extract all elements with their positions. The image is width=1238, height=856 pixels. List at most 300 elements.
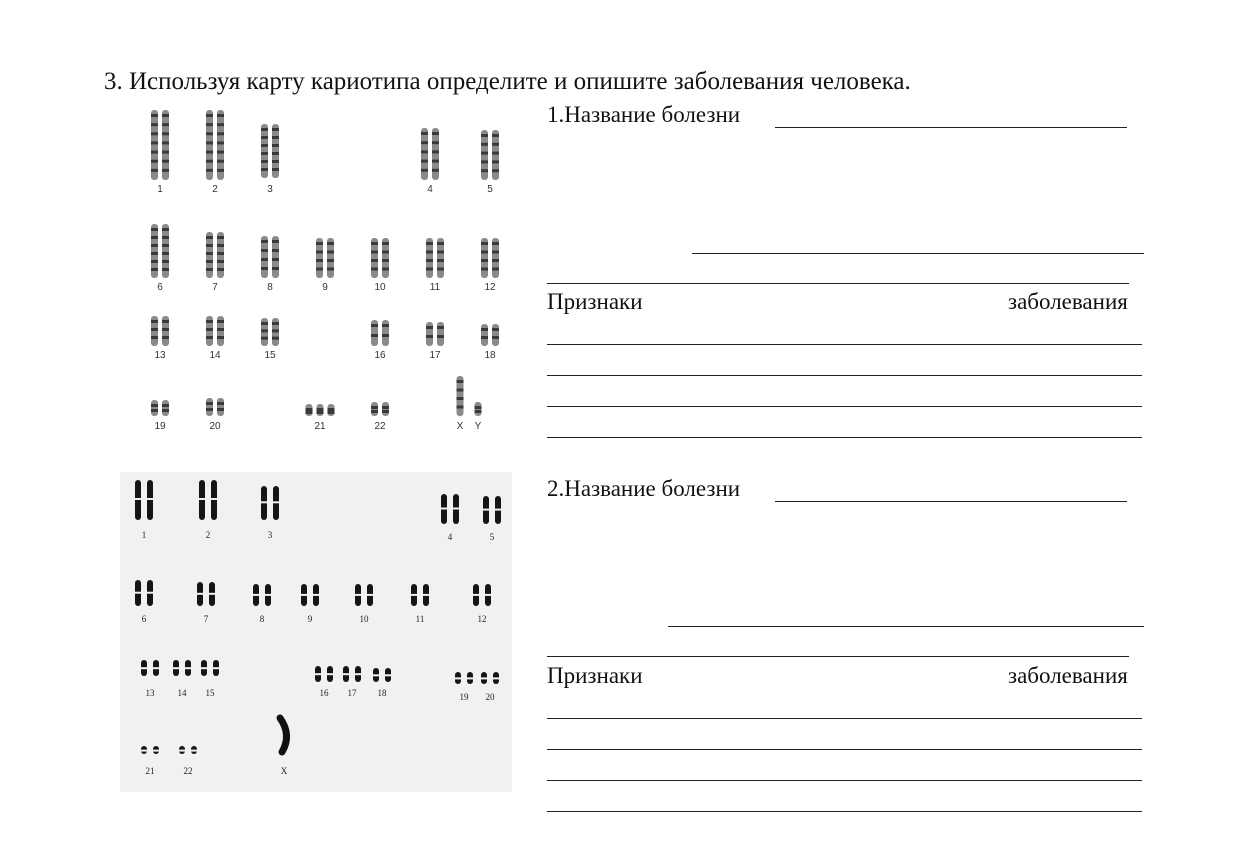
chromosome-band: [151, 151, 158, 154]
chromosome-pair-17: [426, 322, 444, 346]
chromosome-band: [432, 160, 439, 163]
chromosome-number-label: 2: [205, 530, 211, 540]
chromosome-number-label: 9: [322, 282, 328, 293]
chromosome-band: [492, 152, 499, 155]
chromosome-band: [437, 259, 444, 262]
chromosome-band: [261, 144, 268, 147]
chromosome-band: [217, 151, 224, 154]
centromere: [313, 594, 319, 596]
centromere: [485, 594, 491, 596]
chromosome-number-label: 13: [154, 350, 166, 361]
chromosome-band: [316, 268, 323, 271]
chromosome-band: [206, 151, 213, 154]
chromosome: [492, 324, 499, 346]
chromosome-band: [481, 268, 488, 271]
centromere: [315, 673, 321, 675]
chromosome-band: [272, 329, 279, 332]
chromosome: [217, 398, 224, 416]
chromosome-band: [261, 160, 268, 163]
centromere: [411, 594, 417, 596]
chromosome-band: [437, 335, 444, 338]
centromere: [213, 667, 219, 669]
chromosome-number-label: 3: [267, 530, 273, 540]
chromosome-band: [382, 334, 389, 337]
chromosome-band: [206, 408, 213, 411]
answer-line[interactable]: [547, 375, 1142, 376]
answer-line[interactable]: [547, 811, 1142, 812]
chromosome-number-label: 11: [429, 282, 441, 293]
chromosome-band: [162, 320, 169, 323]
chromosome-band: [327, 251, 334, 254]
answer-line[interactable]: [775, 501, 1127, 502]
chromosome-band: [481, 169, 488, 172]
chromosome-band: [217, 328, 224, 331]
chromosome-band: [151, 123, 158, 126]
chromosome: [421, 128, 428, 180]
chromosome-band: [328, 408, 335, 411]
chromosome-number-label: 3: [267, 184, 273, 195]
chromosome-number-label: 2: [212, 184, 218, 195]
chromosome-band: [426, 251, 433, 254]
chromosome-band: [432, 169, 439, 172]
chromosome-band: [437, 242, 444, 245]
chromosome-number-label: 7: [203, 614, 209, 624]
chromosome-band: [481, 160, 488, 163]
chromosome-pair-16: [371, 320, 389, 346]
chromosome-pair-1: [151, 110, 169, 180]
chromosome-band: [151, 336, 158, 339]
chromosome-band: [261, 128, 268, 131]
chromosome-band: [217, 408, 224, 411]
answer-line[interactable]: [547, 344, 1142, 345]
chromosome-band: [272, 160, 279, 163]
centromere: [209, 593, 215, 595]
chromosome-band: [261, 152, 268, 155]
signs-label-left: Признаки: [547, 663, 643, 688]
chromosome-band: [426, 268, 433, 271]
chromosome-band: [371, 324, 378, 327]
chromosome-band: [151, 244, 158, 247]
centromere: [201, 667, 207, 669]
centromere: [191, 750, 197, 752]
chromosome-pair-6: [151, 224, 169, 278]
chromosome-band: [261, 329, 268, 332]
chromosome-band: [421, 160, 428, 163]
chromosome-pair-15: [261, 318, 279, 346]
chromosome-band: [272, 267, 279, 270]
chromosome-band: [437, 268, 444, 271]
chromosome-number-label: 5: [489, 532, 495, 542]
chromosome-band: [492, 242, 499, 245]
centromere: [153, 667, 159, 669]
chromosome-band: [382, 242, 389, 245]
chromosome-band: [272, 249, 279, 252]
chromosome-band: [481, 259, 488, 262]
chromosome-number-label: 14: [177, 688, 187, 698]
karyotype-image-1: [120, 100, 530, 445]
chromosome: [162, 400, 169, 416]
chromosome-band: [261, 267, 268, 270]
centromere: [355, 594, 361, 596]
chromosome-band: [272, 168, 279, 171]
chromosome-pair-5: [481, 130, 499, 180]
chromosome-number-label: 11: [415, 614, 425, 624]
chromosome-band: [481, 336, 488, 339]
chromosome-band: [261, 337, 268, 340]
chromosome-band: [457, 380, 464, 383]
centromere: [197, 593, 203, 595]
centromere: [481, 677, 487, 679]
chromosome-number-label: 4: [427, 184, 433, 195]
signs-label-left: Признаки: [547, 289, 643, 314]
chromosome-band: [371, 242, 378, 245]
chromosome-band: [437, 326, 444, 329]
question1-title: 1.Название болезни: [547, 102, 741, 127]
chromosome-band: [151, 409, 158, 412]
signs-label-right: заболевания: [1008, 289, 1128, 314]
chromosome-pair-4: [421, 128, 439, 180]
chromosome-band: [217, 123, 224, 126]
chromosome-pair-9: [316, 238, 334, 278]
chromosome-band: [328, 411, 335, 414]
task-title: 3. Используя карту кариотипа определите и опишите заболевания человека.: [104, 68, 911, 95]
chromosome-number-label: 19: [459, 692, 469, 702]
chromosome-number-label: 21: [145, 766, 155, 776]
chromosome-band: [272, 152, 279, 155]
centromere: [185, 667, 191, 669]
centromere: [423, 594, 429, 596]
chromosome-number-label: 12: [477, 614, 487, 624]
chromosome-band: [261, 136, 268, 139]
chromosome-band: [217, 336, 224, 339]
chromosome-band: [492, 251, 499, 254]
chromosome-band: [421, 141, 428, 144]
centromere: [355, 673, 361, 675]
centromere: [327, 673, 333, 675]
chromosome-band: [492, 268, 499, 271]
chromosome-band: [316, 242, 323, 245]
chromosome-band: [426, 335, 433, 338]
chromosome-number-label: 14: [209, 350, 221, 361]
answer-line[interactable]: [547, 749, 1142, 750]
chromosome: [481, 130, 488, 180]
chromosome-band: [217, 268, 224, 271]
chromosome-band: [206, 169, 213, 172]
chromosome-band: [151, 252, 158, 255]
chromosome-band: [206, 160, 213, 163]
chromosome-band: [371, 406, 378, 409]
chromosome-band: [316, 251, 323, 254]
chromosome-band: [481, 328, 488, 331]
chromosome-band: [327, 259, 334, 262]
chromosome-band: [426, 242, 433, 245]
chromosome-band: [217, 141, 224, 144]
answer-line[interactable]: [547, 656, 1129, 657]
chromosome-band: [272, 240, 279, 243]
centromere: [173, 667, 179, 669]
chromosome-number-label: 20: [209, 421, 221, 432]
chromosome: [432, 128, 439, 180]
centromere: [301, 594, 307, 596]
chromosome-number-label: 16: [374, 350, 386, 361]
chromosome-band: [371, 410, 378, 413]
chromosome-number-label: 21: [314, 421, 326, 432]
chromosome-band: [492, 134, 499, 137]
centromere: [473, 594, 479, 596]
chromosome-band: [261, 168, 268, 171]
chromosome-pair-Y: [475, 402, 482, 416]
chromosome-band: [151, 260, 158, 263]
chromosome-pair-8: [261, 236, 279, 278]
answer-line[interactable]: [668, 626, 1144, 627]
chromosome: [206, 398, 213, 416]
centromere: [273, 501, 279, 503]
chromosome-number-label: 8: [259, 614, 265, 624]
chromosome-band: [162, 268, 169, 271]
answer-line[interactable]: [547, 780, 1142, 781]
centromere: [211, 498, 217, 500]
chromosome-number-label: X: [280, 766, 288, 776]
chromosome-band: [481, 152, 488, 155]
chromosome-band: [217, 114, 224, 117]
chromosome-band: [481, 143, 488, 146]
chromosome-band: [371, 251, 378, 254]
chromosome-band: [481, 242, 488, 245]
chromosome: [371, 320, 378, 346]
chromosome-band: [261, 322, 268, 325]
centromere: [199, 498, 205, 500]
chromosome: [382, 320, 389, 346]
chromosome-band: [162, 228, 169, 231]
chromosome-number-label: 15: [205, 688, 215, 698]
chromosome-band: [151, 141, 158, 144]
chromosome-band: [432, 141, 439, 144]
answer-line[interactable]: [692, 253, 1144, 254]
chromosome-pair-7: [206, 232, 224, 278]
chromosome-number-label: 18: [484, 350, 496, 361]
chromosome-band: [327, 268, 334, 271]
centromere: [135, 498, 141, 500]
chromosome-pair-10: [371, 238, 389, 278]
chromosome-band: [306, 408, 313, 411]
chromosome-number-label: 1: [157, 184, 163, 195]
chromosome-band: [162, 160, 169, 163]
chromosome-band: [316, 259, 323, 262]
chromosome-pair-22: [371, 402, 389, 416]
question2-title: 2.Название болезни: [547, 476, 741, 501]
chromosome-band: [475, 406, 482, 409]
chromosome-band: [151, 404, 158, 407]
chromosome-band: [272, 337, 279, 340]
chromosome-band: [217, 169, 224, 172]
answer-line[interactable]: [547, 718, 1142, 719]
chromosome-pair-14: [206, 316, 224, 346]
centromere: [483, 509, 489, 511]
centromere: [367, 594, 373, 596]
chromosome-band: [206, 336, 213, 339]
centromere: [253, 594, 259, 596]
centromere: [147, 498, 153, 500]
chromosome-band: [492, 160, 499, 163]
chromosome-band: [162, 328, 169, 331]
chromosome-number-label: 10: [374, 282, 386, 293]
chromosome-band: [151, 236, 158, 239]
answer-line[interactable]: [775, 127, 1127, 128]
chromosome-band: [457, 389, 464, 392]
centromere: [141, 667, 147, 669]
chromosome-band: [272, 258, 279, 261]
chromosome-number-label: 22: [374, 421, 386, 432]
chromosome-band: [206, 260, 213, 263]
chromosome-pair-3: [261, 124, 279, 178]
chromosome-pair-12: [481, 238, 499, 278]
chromosome: [492, 130, 499, 180]
chromosome-band: [151, 132, 158, 135]
chromosome-band: [317, 408, 324, 411]
chromosome-number-label: 6: [141, 614, 147, 624]
chromosome-number-label: 22: [183, 766, 193, 776]
centromere: [467, 677, 473, 679]
chromosome-band: [432, 150, 439, 153]
chromosome-band: [421, 150, 428, 153]
chromosome-number-label: 6: [157, 282, 163, 293]
chromosome-band: [421, 132, 428, 135]
centromere: [261, 501, 267, 503]
chromosome-number-label: 17: [429, 350, 441, 361]
chromosome-number-label: 17: [347, 688, 357, 698]
chromosome-number-label: 5: [487, 184, 493, 195]
chromosome-band: [217, 402, 224, 405]
chromosome-band: [162, 244, 169, 247]
chromosome: [426, 322, 433, 346]
centromere: [495, 509, 501, 511]
chromosome-number-label: 8: [267, 282, 273, 293]
chromosome-band: [457, 406, 464, 409]
centromere: [373, 674, 379, 676]
centromere: [153, 750, 159, 752]
chromosome-band: [306, 411, 313, 414]
chromosome-band: [272, 322, 279, 325]
signs-label-right: заболевания: [1008, 663, 1128, 688]
chromosome-band: [437, 251, 444, 254]
chromosome-band: [382, 410, 389, 413]
chromosome-number-label: 18: [377, 688, 387, 698]
centromere: [135, 592, 141, 594]
chromosome-number-label: 13: [145, 688, 155, 698]
chromosome-band: [206, 252, 213, 255]
chromosome-band: [426, 259, 433, 262]
chromosome-band: [151, 268, 158, 271]
chromosome-number-label: 10: [359, 614, 369, 624]
chromosome-band: [162, 336, 169, 339]
chromosome-band: [492, 259, 499, 262]
chromosome-band: [272, 136, 279, 139]
chromosome-band: [492, 328, 499, 331]
centromere: [455, 677, 461, 679]
centromere: [453, 508, 459, 510]
chromosome-number-label: 1: [141, 530, 147, 540]
centromere: [441, 508, 447, 510]
chromosome-number-label: 4: [447, 532, 453, 542]
chromosome-band: [217, 260, 224, 263]
chromosome-band: [151, 328, 158, 331]
chromosome-band: [151, 320, 158, 323]
chromosome-band: [162, 169, 169, 172]
chromosome-pair-20: [206, 398, 224, 416]
chromosome-number-label: Y: [474, 421, 482, 432]
chromosome-band: [206, 320, 213, 323]
chromosome-band: [162, 236, 169, 239]
chromosome-band: [492, 143, 499, 146]
chromosome-band: [206, 114, 213, 117]
chromosome-band: [475, 410, 482, 413]
chromosome-band: [481, 134, 488, 137]
chromosome-band: [151, 169, 158, 172]
chromosome-number-label: 9: [307, 614, 313, 624]
chromosome-band: [151, 114, 158, 117]
chromosome-band: [206, 268, 213, 271]
chromosome-number-label: 19: [154, 421, 166, 432]
centromere: [265, 594, 271, 596]
answer-line[interactable]: [547, 283, 1129, 284]
centromere: [147, 592, 153, 594]
chromosome-band: [217, 236, 224, 239]
chromosome: [437, 322, 444, 346]
chromosome-band: [151, 228, 158, 231]
chromosome-band: [217, 320, 224, 323]
chromosome-band: [457, 397, 464, 400]
chromosome-pair-19: [151, 400, 169, 416]
chromosome-band: [382, 251, 389, 254]
chromosome-band: [162, 123, 169, 126]
chromosome-band: [162, 151, 169, 154]
chromosome-band: [162, 409, 169, 412]
centromere: [179, 750, 185, 752]
centromere: [343, 673, 349, 675]
chromosome-number-label: 15: [264, 350, 276, 361]
chromosome-pair-13: [151, 316, 169, 346]
chromosome-band: [327, 242, 334, 245]
chromosome-band: [272, 128, 279, 131]
chromosome-band: [206, 236, 213, 239]
chromosome-band: [206, 132, 213, 135]
chromosome-pair-X: [457, 376, 464, 416]
answer-line[interactable]: [547, 406, 1142, 407]
chromosome-band: [162, 141, 169, 144]
answer-line[interactable]: [547, 437, 1142, 438]
chromosome-number-label: X: [456, 421, 464, 432]
chromosome-number-label: 16: [319, 688, 329, 698]
centromere: [385, 674, 391, 676]
chromosome-band: [481, 251, 488, 254]
chromosome-band: [206, 402, 213, 405]
chromosome-band: [261, 240, 268, 243]
chromosome-band: [261, 258, 268, 261]
chromosome-number-label: 12: [484, 282, 496, 293]
chromosome-band: [272, 144, 279, 147]
chromosome-number-label: 20: [485, 692, 495, 702]
chromosome-pair-11: [426, 238, 444, 278]
centromere: [493, 677, 499, 679]
chromosome-band: [217, 252, 224, 255]
chromosome-pair-2: [206, 110, 224, 180]
chromosome-band: [432, 132, 439, 135]
chromosome-band: [151, 160, 158, 163]
chromosome-band: [162, 132, 169, 135]
chromosome-band: [162, 252, 169, 255]
chromosome-band: [206, 123, 213, 126]
chromosome-band: [371, 268, 378, 271]
